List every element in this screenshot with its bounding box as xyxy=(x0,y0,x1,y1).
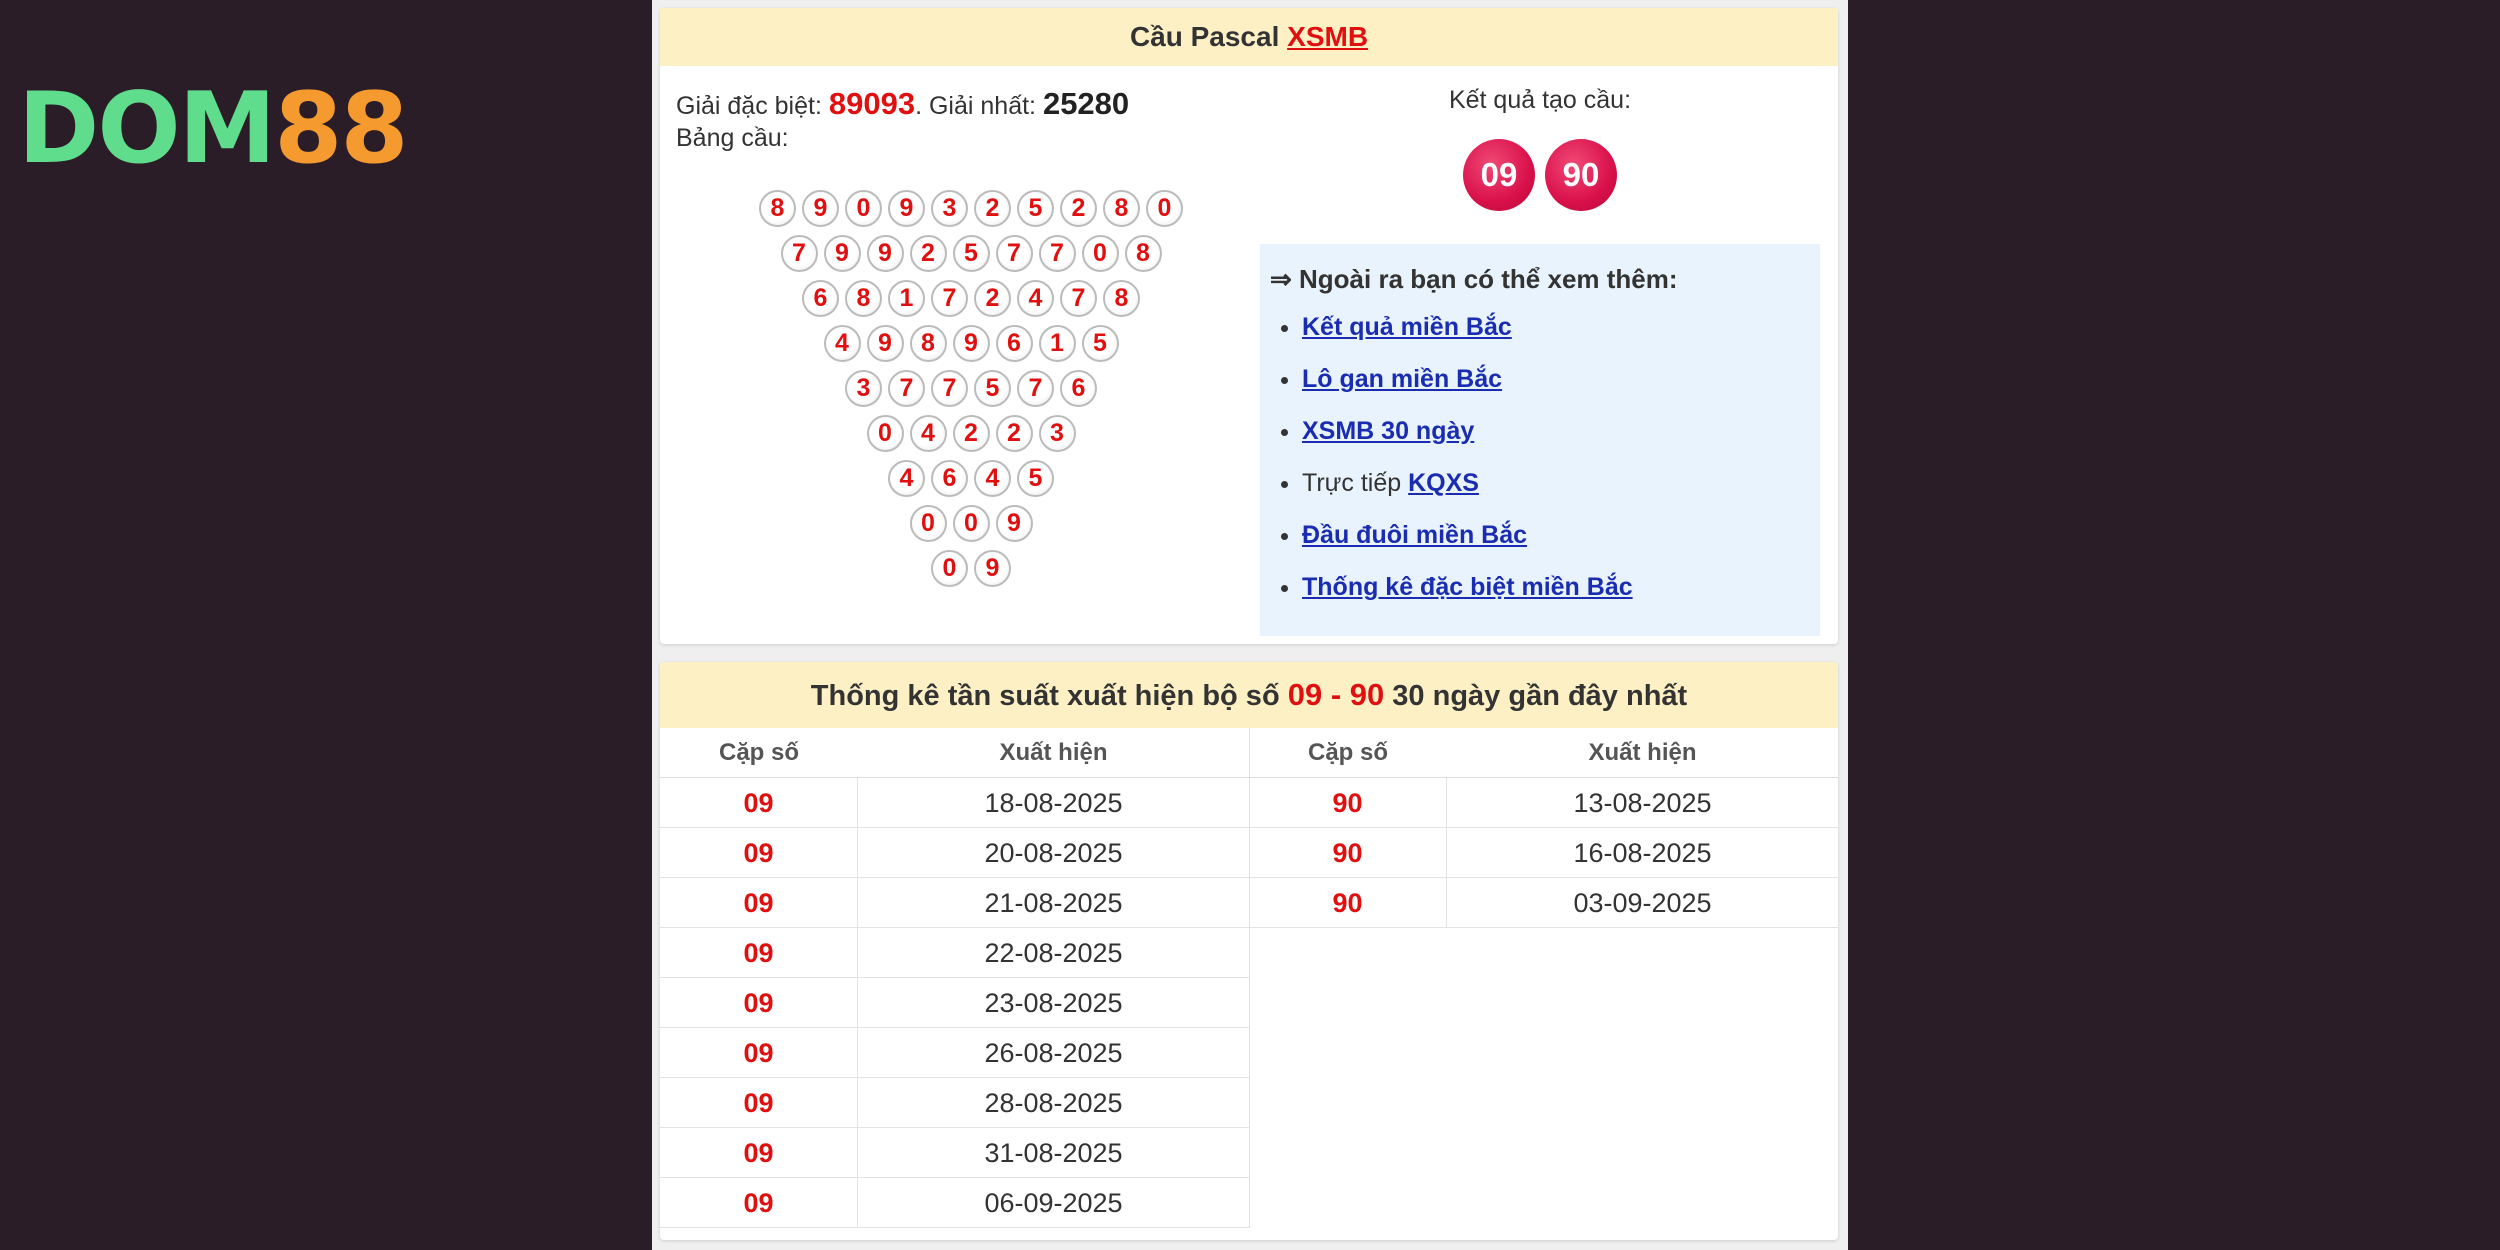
result-ball: 09 xyxy=(1463,139,1535,211)
stats-title-pair: 09 - 90 xyxy=(1287,677,1385,712)
link-kqxs[interactable]: KQXS xyxy=(1408,469,1479,497)
see-more-title: ⇒ Ngoài ra bạn có thể xem thêm: xyxy=(1270,264,1678,294)
pair-cell: 90 xyxy=(1249,778,1447,827)
pair-cell: 09 xyxy=(660,928,858,977)
pyramid-row xyxy=(676,280,1266,325)
col-header-pair: Cặp số xyxy=(1307,739,1388,766)
pyramid-row xyxy=(676,415,1266,460)
pyramid-row xyxy=(676,235,1266,280)
table-row xyxy=(660,978,1249,1028)
stats-card-header xyxy=(660,662,1838,728)
pyramid-ball: 4 xyxy=(824,325,861,362)
pyramid-ball: 9 xyxy=(953,325,990,362)
table-row xyxy=(660,1028,1249,1078)
date-cell: 22-08-2025 xyxy=(984,938,1123,968)
date-cell: 16-08-2025 xyxy=(1573,838,1712,868)
pyramid-ball: 9 xyxy=(802,190,839,227)
pyramid-row xyxy=(676,460,1266,505)
table-row xyxy=(660,828,1249,878)
stats-table-right xyxy=(1249,728,1838,928)
date-cell: 06-09-2025 xyxy=(984,1188,1123,1218)
pyramid-ball: 6 xyxy=(1060,370,1097,407)
link-xsmb-30-ngay[interactable]: XSMB 30 ngày xyxy=(1302,417,1475,445)
pascal-card-header xyxy=(660,8,1838,66)
pyramid-ball: 2 xyxy=(910,235,947,272)
pyramid-ball: 1 xyxy=(1039,325,1076,362)
list-item xyxy=(1302,313,1810,365)
pyramid-ball: 4 xyxy=(888,460,925,497)
pyramid-ball: 2 xyxy=(974,280,1011,317)
table-row xyxy=(1249,828,1838,878)
table-row xyxy=(660,778,1249,828)
table-row xyxy=(660,1178,1249,1228)
stats-title-suffix: 30 ngày gần đây nhất xyxy=(1392,680,1688,712)
pyramid-ball: 9 xyxy=(888,190,925,227)
special-prize-label: Giải đặc biệt: xyxy=(676,92,822,120)
pyramid-ball: 7 xyxy=(888,370,925,407)
pyramid-ball: 5 xyxy=(1082,325,1119,362)
pyramid-ball: 0 xyxy=(1082,235,1119,272)
pyramid-ball: 5 xyxy=(953,235,990,272)
pyramid-ball: 7 xyxy=(1039,235,1076,272)
link-prefix: Trực tiếp xyxy=(1302,469,1409,497)
logo-text-dom: DOM xyxy=(18,72,275,186)
pair-cell: 09 xyxy=(660,978,858,1027)
pyramid-ball: 7 xyxy=(1017,370,1054,407)
pair-cell: 09 xyxy=(660,828,858,877)
table-row xyxy=(660,1078,1249,1128)
pyramid-ball: 7 xyxy=(1060,280,1097,317)
pair-cell: 09 xyxy=(660,878,858,927)
pyramid-ball: 4 xyxy=(910,415,947,452)
xsmb-link[interactable]: XSMB xyxy=(1287,21,1369,52)
pyramid-ball: 0 xyxy=(845,190,882,227)
result-balls xyxy=(1260,139,1820,211)
pair-cell: 09 xyxy=(660,1078,858,1127)
pyramid-ball: 0 xyxy=(867,415,904,452)
stats-card xyxy=(660,662,1838,1240)
pyramid-row xyxy=(676,325,1266,370)
link-ket-qua-mien-bac[interactable]: Kết quả miền Bắc xyxy=(1302,313,1512,341)
result-label: Kết quả tạo cầu: xyxy=(1448,86,1632,114)
link-thong-ke-dac-biet[interactable]: Thống kê đặc biệt miền Bắc xyxy=(1302,573,1633,601)
pyramid-ball: 8 xyxy=(1125,235,1162,272)
pyramid-ball: 8 xyxy=(1103,280,1140,317)
pyramid-ball: 2 xyxy=(996,415,1033,452)
pyramid-row xyxy=(676,550,1266,595)
pair-cell: 90 xyxy=(1249,878,1447,927)
pyramid-ball: 8 xyxy=(845,280,882,317)
pyramid-ball: 7 xyxy=(931,370,968,407)
pair-cell: 09 xyxy=(660,1028,858,1077)
pyramid-ball: 9 xyxy=(867,325,904,362)
date-cell: 21-08-2025 xyxy=(984,888,1123,918)
pyramid-ball: 9 xyxy=(824,235,861,272)
pyramid-ball: 2 xyxy=(953,415,990,452)
pyramid-ball: 7 xyxy=(996,235,1033,272)
see-more-box xyxy=(1260,244,1820,636)
table-label: Bảng cầu: xyxy=(676,124,789,152)
special-prize-value: 89093 xyxy=(828,86,916,121)
pyramid-ball: 5 xyxy=(1017,190,1054,227)
list-item xyxy=(1302,365,1810,417)
col-header-appear: Xuất hiện xyxy=(999,739,1108,766)
pyramid-ball: 3 xyxy=(931,190,968,227)
pyramid-ball: 6 xyxy=(802,280,839,317)
pyramid-ball: 9 xyxy=(996,505,1033,542)
pascal-card xyxy=(660,8,1838,644)
stats-table-left xyxy=(660,728,1250,1228)
date-cell: 20-08-2025 xyxy=(984,838,1123,868)
date-cell: 18-08-2025 xyxy=(984,788,1123,818)
pyramid-ball: 0 xyxy=(1146,190,1183,227)
pyramid-ball: 7 xyxy=(781,235,818,272)
pyramid-ball: 2 xyxy=(1060,190,1097,227)
pair-cell: 09 xyxy=(660,1128,858,1177)
pyramid-row xyxy=(676,370,1266,415)
table-row xyxy=(660,928,1249,978)
pyramid-ball: 2 xyxy=(974,190,1011,227)
pyramid-row xyxy=(676,505,1266,550)
date-cell: 28-08-2025 xyxy=(984,1088,1123,1118)
date-cell: 13-08-2025 xyxy=(1573,788,1712,818)
pyramid-ball: 0 xyxy=(953,505,990,542)
table-header-row xyxy=(660,728,1249,778)
pyramid-ball: 4 xyxy=(1017,280,1054,317)
date-cell: 03-09-2025 xyxy=(1573,888,1712,918)
first-prize-label: . Giải nhất: xyxy=(915,92,1036,120)
pyramid-ball: 1 xyxy=(888,280,925,317)
pyramid-ball: 3 xyxy=(845,370,882,407)
logo-text-88: 88 xyxy=(274,72,407,186)
dom88-logo xyxy=(18,72,407,186)
stats-title-prefix: Thống kê tần suất xuất hiện bộ số xyxy=(810,680,1280,712)
pyramid-ball: 8 xyxy=(1103,190,1140,227)
pyramid-ball: 9 xyxy=(867,235,904,272)
link-lo-gan-mien-bac[interactable]: Lô gan miền Bắc xyxy=(1302,365,1503,393)
pyramid-ball: 8 xyxy=(910,325,947,362)
table-row xyxy=(660,1128,1249,1178)
pascal-pyramid xyxy=(676,190,1266,595)
table-row xyxy=(660,878,1249,928)
pyramid-ball: 3 xyxy=(1039,415,1076,452)
pascal-right-column xyxy=(1260,86,1820,601)
pyramid-ball: 8 xyxy=(759,190,796,227)
list-item xyxy=(1302,573,1810,625)
pyramid-ball: 6 xyxy=(931,460,968,497)
table-row xyxy=(1249,778,1838,828)
pyramid-ball: 4 xyxy=(974,460,1011,497)
pyramid-ball: 6 xyxy=(996,325,1033,362)
pair-cell: 90 xyxy=(1249,828,1447,877)
date-cell: 23-08-2025 xyxy=(984,988,1123,1018)
pyramid-row xyxy=(676,190,1266,235)
pyramid-ball: 5 xyxy=(1017,460,1054,497)
date-cell: 26-08-2025 xyxy=(984,1038,1123,1068)
content-column xyxy=(652,0,1848,1250)
result-ball: 90 xyxy=(1545,139,1617,211)
table-row xyxy=(1249,878,1838,928)
pyramid-ball: 7 xyxy=(931,280,968,317)
link-dau-duoi-mien-bac[interactable]: Đầu đuôi miền Bắc xyxy=(1302,521,1528,549)
pyramid-ball: 0 xyxy=(931,550,968,587)
table-header-row xyxy=(1249,728,1838,778)
pyramid-ball: 0 xyxy=(910,505,947,542)
list-item xyxy=(1302,521,1810,573)
pascal-left-column xyxy=(676,86,1266,582)
pascal-title: Cầu Pascal xyxy=(1129,21,1280,52)
pyramid-ball: 5 xyxy=(974,370,1011,407)
see-more-list xyxy=(1270,313,1810,625)
pair-cell: 09 xyxy=(660,778,858,827)
col-header-appear: Xuất hiện xyxy=(1588,739,1697,766)
first-prize-value: 25280 xyxy=(1042,86,1130,121)
list-item xyxy=(1302,417,1810,469)
pair-cell: 09 xyxy=(660,1178,858,1227)
col-header-pair: Cặp số xyxy=(718,739,799,766)
pyramid-ball: 9 xyxy=(974,550,1011,587)
date-cell: 31-08-2025 xyxy=(984,1138,1123,1168)
list-item xyxy=(1302,469,1810,521)
